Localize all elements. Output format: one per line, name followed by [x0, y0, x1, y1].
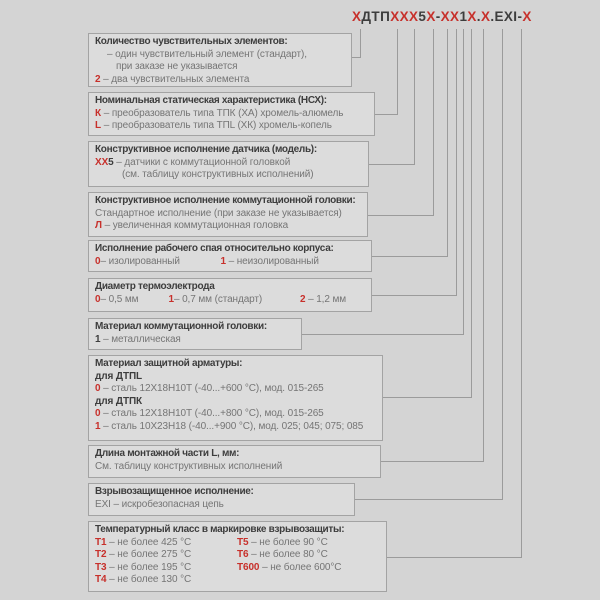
- code-segment: – не более 90 °С: [248, 536, 328, 548]
- box-static-characteristic: [88, 92, 375, 136]
- code-segment: – 0,5 мм: [100, 293, 139, 305]
- box-body: [95, 461, 374, 474]
- box-ex-protection: [88, 483, 355, 516]
- text-line: [95, 169, 362, 182]
- text-line: [95, 108, 368, 121]
- code-segment: ХХ: [95, 156, 109, 168]
- box-mounting-length: [88, 445, 381, 478]
- code-segment: – изолированный: [100, 255, 180, 267]
- box-body: [95, 49, 345, 87]
- code-segment: – увеличенная коммутационная головка: [101, 220, 289, 231]
- code-segment: – сталь 12Х18Н10Т (-40...+600 °С), мод. 015-265: [100, 383, 324, 394]
- code-segment: Т4: [95, 574, 107, 585]
- code-segment: 1: [95, 333, 101, 345]
- box-title: Длина монтажной части L, мм:: [95, 448, 240, 459]
- code-segment: – не более 275 °С: [106, 549, 192, 560]
- code-segment: Х: [352, 9, 362, 24]
- text-line: [95, 421, 376, 434]
- code-segment: Т3: [95, 561, 107, 573]
- text-line: [95, 396, 376, 409]
- text-line: [95, 256, 365, 269]
- code-segment: См. таблицу конструктивных исполнений: [95, 460, 283, 472]
- box-title: Взрывозащищенное исполнение:: [95, 486, 254, 497]
- code-segment: EXI – искробезопасная цепь: [95, 498, 224, 510]
- box-body: [95, 256, 365, 269]
- code-segment: Х: [426, 9, 436, 24]
- box-head-design: [88, 192, 368, 237]
- code-segment: (см. таблицу конструктивных исполнений): [122, 169, 314, 180]
- code-segment: 1: [459, 9, 468, 24]
- text-line: [237, 537, 380, 550]
- code-segment: 2: [95, 73, 101, 85]
- box-electrode-diameter: [88, 278, 372, 312]
- temp-class-column-1: [95, 537, 237, 587]
- code-segment: – 0,7 мм (стандарт): [173, 293, 263, 305]
- text-line: [95, 49, 345, 62]
- code-segment: – не более 80 °С: [248, 549, 328, 560]
- box-sensing-elements: [88, 33, 352, 87]
- text-line: [237, 562, 380, 575]
- text-line: [95, 74, 345, 87]
- box-title: Материал коммутационной головки:: [95, 321, 267, 332]
- text-line: [95, 562, 237, 575]
- text-line: [95, 61, 345, 74]
- code-segment: 5: [418, 9, 427, 24]
- code-segment: 1: [168, 293, 174, 305]
- code-segment: Т5: [237, 536, 249, 548]
- code-segment: Т2: [95, 549, 107, 560]
- temp-class-column-2: [237, 537, 380, 587]
- text-line: [95, 408, 376, 421]
- code-segment: ДТП: [361, 9, 391, 24]
- box-body: [95, 537, 380, 587]
- code-segment: – не более 130 °С: [106, 574, 192, 585]
- text-line: [95, 294, 365, 307]
- code-segment: Т6: [237, 549, 249, 560]
- code-segment: 0: [95, 255, 101, 267]
- text-line: [95, 157, 362, 170]
- code-segment: – не более 425 °С: [106, 536, 192, 548]
- code-segment: при заказе не указывается: [116, 61, 238, 72]
- code-segment: EXI-: [494, 9, 523, 24]
- code-segment: Л: [95, 220, 102, 231]
- box-title: Исполнение рабочего спая относительно корпуса:: [95, 243, 334, 254]
- text-line: [95, 383, 376, 396]
- text-line: [95, 208, 361, 221]
- code-segment: для ДТПL: [95, 370, 143, 382]
- text-line: [95, 549, 237, 562]
- box-body: [95, 294, 365, 307]
- box-title: Конструктивное исполнение коммутационной головки:: [95, 195, 356, 206]
- text-line: [95, 120, 368, 133]
- box-body: [95, 157, 362, 182]
- text-line: [95, 574, 237, 587]
- code-segment: Т600: [237, 561, 260, 573]
- box-body: [95, 371, 376, 434]
- code-segment: – неизолированный: [225, 255, 319, 267]
- code-segment: – два чувствительных элемента: [100, 73, 250, 85]
- code-segment: Х: [480, 9, 491, 24]
- code-segment: Х: [467, 9, 477, 24]
- box-armature-material: [88, 355, 383, 441]
- code-segment: 0: [95, 408, 101, 419]
- code-segment: 0: [95, 383, 101, 394]
- box-title: Номинальная статическая характеристика (НСХ):: [95, 95, 327, 106]
- code-segment: – не более 195 °С: [106, 561, 192, 573]
- code-segment: – преобразователь типа ТПК (ХА) хромель-алюмель: [101, 107, 344, 119]
- box-body: [95, 334, 295, 347]
- code-segment: 2: [299, 293, 306, 305]
- box-body: [95, 208, 361, 233]
- box-head-material: [88, 318, 302, 350]
- box-title: Температурный класс в маркировке взрывозащиты:: [95, 524, 345, 535]
- box-body: [95, 499, 348, 512]
- text-line: [237, 549, 380, 562]
- code-segment: .: [490, 9, 495, 24]
- code-segment: 1: [220, 255, 226, 267]
- box-title: Материал защитной арматуры:: [95, 358, 243, 369]
- code-segment: 5: [108, 156, 114, 168]
- text-line: [95, 334, 295, 347]
- text-line: [95, 461, 374, 474]
- code-segment: -: [435, 9, 441, 24]
- code-segment: 0: [95, 293, 101, 305]
- code-segment: ХХ: [440, 9, 460, 24]
- text-line: [95, 537, 237, 550]
- code-segment: – сталь 10Х23Н18 (-40...+900 °С), мод. 025; 045; 075; 085: [100, 420, 364, 432]
- text-line: [95, 371, 376, 384]
- code-segment: 1: [95, 420, 101, 432]
- code-segment: – преобразователь типа ТПL (ХК) хромель-копель: [101, 120, 332, 131]
- box-title: Конструктивное исполнение датчика (модель):: [95, 144, 317, 155]
- code-segment: L: [95, 120, 102, 131]
- code-segment: Стандартное исполнение (при заказе не указывается): [95, 207, 342, 219]
- box-temperature-class: [88, 521, 387, 592]
- code-segment: – сталь 12Х18Н10Т (-40...+800 °С), мод. 015-265: [100, 408, 324, 419]
- box-sensor-model: [88, 141, 369, 187]
- box-title: Количество чувствительных элементов:: [95, 36, 288, 47]
- connector-line-11: [387, 29, 522, 558]
- code-segment: – один чувствительный элемент (стандарт),: [107, 48, 307, 60]
- code-segment: – датчики с коммутационной головкой: [113, 156, 291, 168]
- code-segment: ХХХ: [390, 9, 419, 24]
- code-segment: К: [95, 107, 102, 119]
- code-segment: – металлическая: [100, 333, 181, 345]
- code-segment: для ДТПК: [95, 395, 143, 407]
- text-line: [95, 499, 348, 512]
- code-segment: Т1: [95, 536, 107, 548]
- code-segment: .: [476, 9, 481, 24]
- box-working-junction: [88, 240, 372, 272]
- text-line: [95, 220, 361, 233]
- ordering-code: [352, 9, 532, 24]
- code-segment: Х: [522, 9, 532, 24]
- box-body: [95, 108, 368, 133]
- code-segment: – 1,2 мм: [305, 293, 347, 305]
- code-segment: – не более 600°С: [259, 561, 342, 573]
- box-title: Диаметр термоэлектрода: [95, 281, 215, 292]
